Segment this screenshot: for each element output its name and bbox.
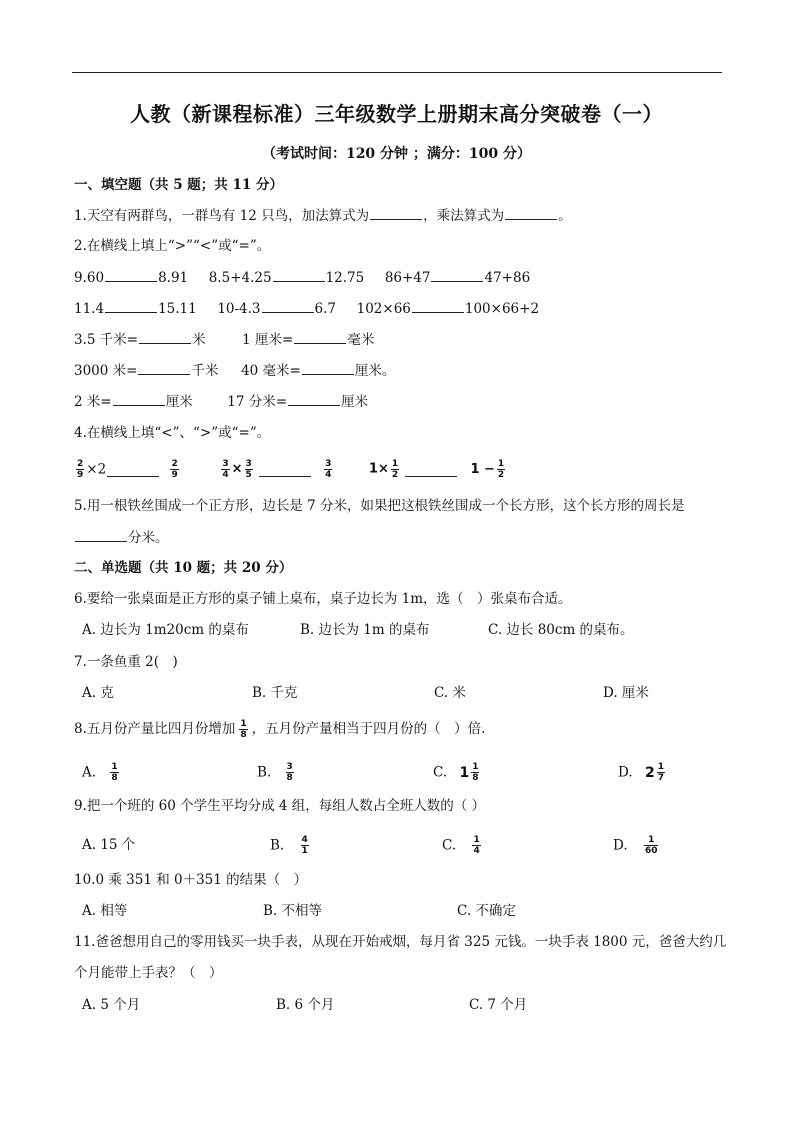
option-label: B. [257, 764, 272, 781]
unit: 厘米 [341, 394, 369, 410]
answer-blank[interactable] [138, 361, 190, 375]
option-a[interactable]: A. 5 个月 [82, 997, 141, 1013]
unit: 厘米 [165, 394, 193, 410]
section-heading-multiple-choice: 二、单选题（共 10 题；共 20 分） [74, 560, 293, 576]
answer-blank[interactable] [105, 268, 157, 282]
option-d[interactable]: D. 厘米 [603, 685, 649, 701]
option-a[interactable]: A. 15 个 [82, 837, 136, 853]
question-2-prompt: 2.在横线上填上“>”“<”或“=”。 [74, 238, 271, 254]
answer-blank[interactable] [370, 206, 422, 220]
option-label: C. [433, 764, 448, 781]
option-a[interactable] [82, 761, 121, 784]
option-b[interactable]: B. 不相等 [263, 903, 323, 919]
fraction: $\frac{1}{2}$ [497, 459, 505, 480]
option-c[interactable]: C. 不确定 [457, 903, 516, 919]
expr: 40 毫米= [241, 363, 301, 379]
fraction: $\frac{1}{8}$ [472, 762, 479, 783]
option-c[interactable]: C. 边长 80cm 的桌布。 [488, 622, 634, 638]
fraction: $\frac{3}{8}$ [286, 762, 293, 783]
question-3-row [74, 330, 374, 349]
question-10: 10.0 乘 351 和 0＋351 的结果（ ） [74, 872, 308, 888]
fraction: $\frac{3}{5}$ [245, 459, 252, 480]
question-5: 5.用一根铁丝围成一个正方形，边长是 7 分米，如果把这根铁丝围成一个长方形，这个长方形的周长是 [74, 498, 685, 514]
expr: 8.91 [158, 270, 189, 286]
answer-blank[interactable] [273, 268, 325, 282]
q1-text: 1.天空有两群鸟，一群鸟有 12 只鸟，加法算式为 [74, 208, 370, 224]
expr: 1 厘米= [242, 332, 294, 348]
option-c[interactable]: C. 米 [434, 685, 466, 701]
question-9: 9.把一个班的 60 个学生平均分成 4 组，每组人数占全班人数的（ ） [74, 798, 486, 814]
option-b[interactable]: B. 边长为 1m 的桌布 [300, 622, 430, 638]
question-3-row [74, 361, 395, 380]
unit: 厘米。 [354, 363, 396, 379]
expr: 6.7 [314, 301, 337, 317]
fraction: $\frac{1}{8}$ [111, 762, 118, 783]
question-7: 7.一条鱼重 2( ) [74, 654, 178, 670]
answer-blank[interactable] [113, 392, 165, 406]
answer-blank[interactable] [107, 463, 159, 477]
exam-info: （考试时间：120 分钟 ；满分：100 分） [261, 146, 532, 162]
option-b[interactable] [270, 834, 311, 857]
option-a[interactable]: A. 边长为 1m20cm 的桌布 [82, 622, 249, 638]
expr: 10-4.3 [217, 301, 261, 317]
fraction: $\frac{1}{4}$ [473, 835, 480, 856]
expr: 1 − [470, 461, 495, 477]
option-c[interactable] [442, 834, 483, 857]
answer-blank[interactable] [505, 206, 557, 220]
answer-blank[interactable] [139, 330, 191, 344]
question-6: 6.要给一张桌面是正方形的桌子铺上桌布，桌子边长为 1m，选（ ）张桌布合适。 [74, 591, 572, 607]
answer-blank[interactable] [294, 330, 346, 344]
question-8 [74, 718, 485, 740]
fraction: $\frac{4}{1}$ [301, 835, 308, 856]
option-c[interactable]: C. 7 个月 [469, 997, 528, 1013]
expr: 86+47 [384, 270, 431, 286]
fraction: $\frac{2}{9}$ [77, 459, 84, 480]
expr: 11.4 [74, 301, 105, 317]
expr: 15.11 [158, 301, 197, 317]
fraction: $\frac{1}{60}$ [644, 835, 658, 856]
q8-text: 8.五月份产量比四月份增加 [74, 721, 236, 737]
question-1 [74, 206, 572, 225]
expr: 17 分米= [227, 394, 288, 410]
unit: 千米 [191, 363, 219, 379]
option-label: C. [442, 837, 457, 854]
whole-number: 1 [459, 764, 470, 781]
question-2-row [74, 268, 530, 287]
option-c[interactable] [433, 761, 481, 784]
expr: 3.5 千米= [74, 332, 139, 348]
option-a[interactable]: A. 克 [82, 685, 114, 701]
expr: 12.75 [325, 270, 365, 286]
option-b[interactable]: B. 6 个月 [276, 997, 335, 1013]
question-4-row [74, 458, 507, 481]
answer-blank[interactable] [259, 463, 311, 477]
header-rule [72, 72, 722, 73]
operator: × [377, 461, 389, 477]
fraction: $\frac{2}{9}$ [171, 459, 178, 480]
question-11: 11.爸爸想用自己的零用钱买一块手表，从现在开始戒烟，每月省 325 元钱。一块手表 1800 元，爸爸大约几 [74, 934, 727, 950]
unit: 米 [192, 332, 206, 348]
option-d[interactable] [618, 761, 667, 784]
q1-text: ，乘法算式为 [423, 208, 505, 224]
answer-blank[interactable] [105, 299, 157, 313]
expr: 2 米= [74, 394, 112, 410]
q8-text: ，五月份产量相当于四月份的（ ）倍. [251, 721, 486, 737]
number: 1 [368, 461, 378, 477]
fraction: $\frac{3}{4}$ [325, 459, 332, 480]
fraction: $\frac{3}{4}$ [222, 459, 229, 480]
unit: 毫米 [347, 332, 375, 348]
expr: 47+86 [484, 270, 531, 286]
answer-blank[interactable] [302, 361, 354, 375]
option-b[interactable]: B. 千克 [252, 685, 298, 701]
option-label: D. [613, 837, 628, 854]
fraction: $\frac{1}{7}$ [657, 762, 664, 783]
question-3-row [74, 392, 368, 411]
whole-number: 2 [644, 764, 655, 781]
operator: × [231, 461, 243, 477]
expr: 100×66+2 [464, 301, 540, 317]
expr: 9.60 [74, 270, 105, 286]
q1-text: 。 [558, 208, 572, 224]
question-11-cont: 个月能带上手表？（ ） [74, 965, 223, 981]
operator: ×2 [86, 461, 107, 478]
option-a[interactable]: A. 相等 [82, 903, 128, 919]
expr: 3000 米= [74, 363, 138, 379]
answer-blank[interactable] [288, 392, 340, 406]
answer-blank[interactable] [75, 528, 127, 542]
expr: 102×66 [356, 301, 411, 317]
page-title: 人教（新课程标准）三年级数学上册期末高分突破卷（一） [130, 102, 663, 126]
fraction: $\frac{1}{8}$ [240, 719, 247, 740]
answer-blank[interactable] [405, 463, 457, 477]
fraction: $\frac{1}{2}$ [391, 459, 399, 480]
option-label: B. [270, 837, 285, 854]
section-heading-fill-blank: 一、填空题（共 5 题；共 11 分） [74, 177, 283, 193]
expr: 8.5+4.25 [208, 270, 272, 286]
answer-blank[interactable] [412, 299, 464, 313]
answer-blank[interactable] [431, 268, 483, 282]
question-4-prompt: 4.在横线上填“<”、“>”或“=”。 [74, 425, 271, 441]
option-b[interactable] [257, 761, 296, 784]
option-label: D. [618, 764, 633, 781]
unit: 分米。 [128, 530, 169, 546]
question-2-row [74, 299, 539, 318]
answer-blank[interactable] [262, 299, 314, 313]
option-label: A. [82, 764, 97, 781]
question-5-cont [74, 528, 169, 547]
option-d[interactable] [613, 834, 660, 857]
